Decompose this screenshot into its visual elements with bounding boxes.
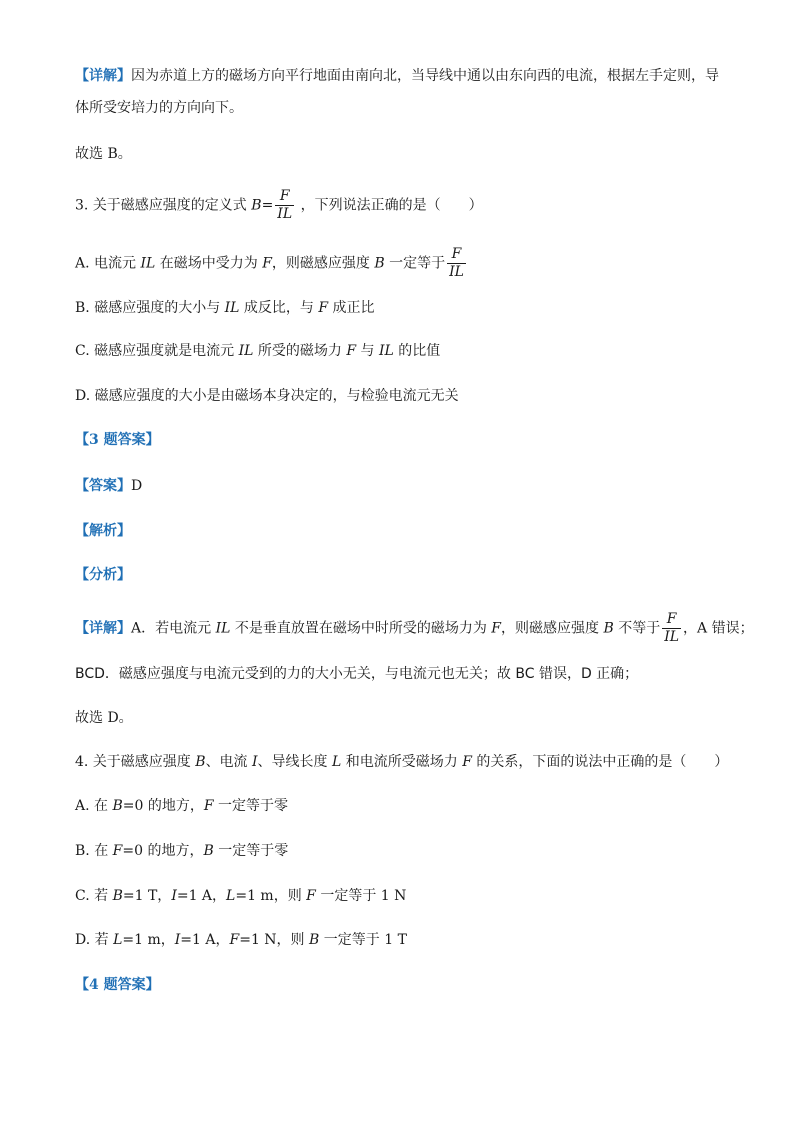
q3-analysis-tag: 【解析】 <box>75 523 131 539</box>
q3-stem <box>75 188 483 223</box>
answer-tag: 【答案】 <box>75 478 131 494</box>
math-var: IL <box>378 343 394 359</box>
q3-fenxi-tag: 【分析】 <box>75 567 131 583</box>
option-text: 电流元 <box>94 255 141 272</box>
q3-option-d <box>75 386 459 406</box>
option-text: 若 <box>94 932 114 948</box>
math-var: I <box>171 888 177 904</box>
q2-detail-line1 <box>75 66 719 86</box>
q3-stem-eq: = <box>261 197 274 214</box>
stem-text: 、电流 <box>205 754 253 770</box>
option-letter: A. <box>75 255 90 272</box>
q3-stem-after: ，下列说法正确的是（ ） <box>300 197 483 214</box>
option-text: =0 的地方， <box>122 843 204 859</box>
stem-text: 的关系，下面的说法中正确的是（ ） <box>471 754 729 770</box>
option-text: 成反比，与 <box>239 300 319 316</box>
option-text: 一定等于 1 T <box>319 932 407 948</box>
fraction-denominator: IL <box>277 206 293 222</box>
q4-option-b <box>75 841 288 861</box>
option-text: 一定等于零 <box>213 843 289 859</box>
math-var: L <box>332 754 342 770</box>
math-var: B <box>309 932 320 948</box>
option-letter: D. <box>75 932 91 948</box>
option-letter: B. <box>75 300 90 316</box>
option-text: 的比值 <box>393 343 441 359</box>
math-var: F <box>491 620 502 637</box>
option-text: =1 A， <box>180 932 230 948</box>
option-text: =1 m， <box>122 932 175 948</box>
option-a-fraction <box>447 246 466 281</box>
q3-option-a <box>75 246 468 281</box>
detail-text: A．若电流元 <box>131 620 216 637</box>
detail-tag: 【详解】 <box>75 620 131 637</box>
math-var: F <box>306 888 316 904</box>
fraction-numerator: F <box>666 611 677 627</box>
math-var: F <box>346 343 357 359</box>
option-text: =1 T， <box>122 888 172 904</box>
math-var: F <box>262 255 272 272</box>
fraction-numerator: F <box>451 246 462 262</box>
math-var: B <box>112 888 123 904</box>
option-text: =1 N，则 <box>239 932 310 948</box>
math-var: B <box>203 843 214 859</box>
stem-text: 和电流所受磁场力 <box>341 754 463 770</box>
option-text: 一定等于 1 N <box>315 888 407 904</box>
math-var: F <box>462 754 472 770</box>
option-text: 一定等于零 <box>213 798 289 814</box>
q3-stem-before: 关于磁感应强度的定义式 <box>92 197 247 214</box>
fraction-numerator: F <box>279 188 290 204</box>
q2-detail-text1: 因为赤道上方的磁场方向平行地面由南向北，当导线中通以由东向西的电流，根据左手定则，导 <box>131 68 719 84</box>
q3-option-b <box>75 298 375 318</box>
option-letter: B. <box>75 843 90 859</box>
answer-value: D <box>131 478 143 494</box>
option-letter: D. <box>75 388 91 404</box>
math-var: L <box>226 888 236 904</box>
q4-option-d <box>75 930 407 950</box>
detail-text: ，则磁感应强度 <box>501 620 604 637</box>
option-text: 磁感应强度就是电流元 <box>94 343 239 359</box>
option-text: 在 <box>94 798 113 814</box>
q4-answer-header: 【4 题答案】 <box>75 977 160 993</box>
math-var: IL <box>224 300 240 316</box>
q3-detail-line2: BCD．磁感应强度与电流元受到的力的大小无关，与电流元也无关；故 BC 错误，D 正确； <box>75 666 639 682</box>
math-var: I <box>252 754 258 770</box>
option-text: 磁感应强度的大小与 <box>94 300 225 316</box>
q3-option-c <box>75 341 440 361</box>
option-text: 在 <box>94 843 113 859</box>
option-text: 成正比 <box>328 300 375 316</box>
q2-detail-tag: 【详解】 <box>75 68 131 84</box>
q3-answer-header: 【3 题答案】 <box>75 432 160 448</box>
math-var: F <box>112 843 123 859</box>
option-text: 磁感应强度的大小是由磁场本身决定的，与检验电流元无关 <box>94 388 459 404</box>
math-var: IL <box>215 620 231 637</box>
option-letter: C. <box>75 343 90 359</box>
stem-text: 关于磁感应强度 <box>92 754 196 770</box>
detail-fraction <box>662 611 681 646</box>
math-var: B <box>374 255 385 272</box>
q3-number: 3. <box>75 197 89 214</box>
q3-stem-var: B <box>251 197 262 214</box>
q2-detail-line2: 体所受安培力的方向向下。 <box>75 100 243 116</box>
q3-conclusion: 故选 D。 <box>75 710 133 726</box>
q4-stem <box>75 752 728 772</box>
math-var: I <box>174 932 181 948</box>
math-var: F <box>318 300 329 316</box>
fraction-denominator: IL <box>664 629 680 645</box>
option-text: =0 的地方， <box>122 798 204 814</box>
detail-text: 不是垂直放置在磁场中时所受的磁场力为 <box>230 620 492 637</box>
option-text: ，则磁感应强度 <box>271 255 375 272</box>
option-text: 所受的磁场力 <box>253 343 347 359</box>
q4-option-a <box>75 796 288 816</box>
q2-conclusion: 故选 B。 <box>75 146 132 162</box>
option-text: 在磁场中受力为 <box>155 255 263 272</box>
stem-text: 、导线长度 <box>257 754 332 770</box>
option-text: =1 A， <box>176 888 227 904</box>
option-text: 一定等于 <box>384 255 446 272</box>
option-letter: A. <box>75 798 90 814</box>
math-var: B <box>112 798 123 814</box>
math-var: IL <box>238 343 254 359</box>
option-letter: C. <box>75 888 90 904</box>
q4-option-c <box>75 886 406 906</box>
option-text: 与 <box>356 343 379 359</box>
q4-number: 4. <box>75 754 89 770</box>
math-var: F <box>229 932 240 948</box>
math-var: B <box>195 754 206 770</box>
q3-definition-fraction <box>275 188 294 223</box>
q3-answer <box>75 476 142 496</box>
math-var: F <box>203 798 214 814</box>
fraction-denominator: IL <box>449 264 464 280</box>
math-var: IL <box>140 255 156 272</box>
detail-text: 不等于 <box>613 620 661 637</box>
option-text: 若 <box>94 888 113 904</box>
math-var: L <box>113 932 123 948</box>
detail-text: ，A 错误； <box>683 620 754 637</box>
math-var: B <box>603 620 614 637</box>
q3-detail-line1 <box>75 611 754 646</box>
option-text: =1 m，则 <box>235 888 307 904</box>
